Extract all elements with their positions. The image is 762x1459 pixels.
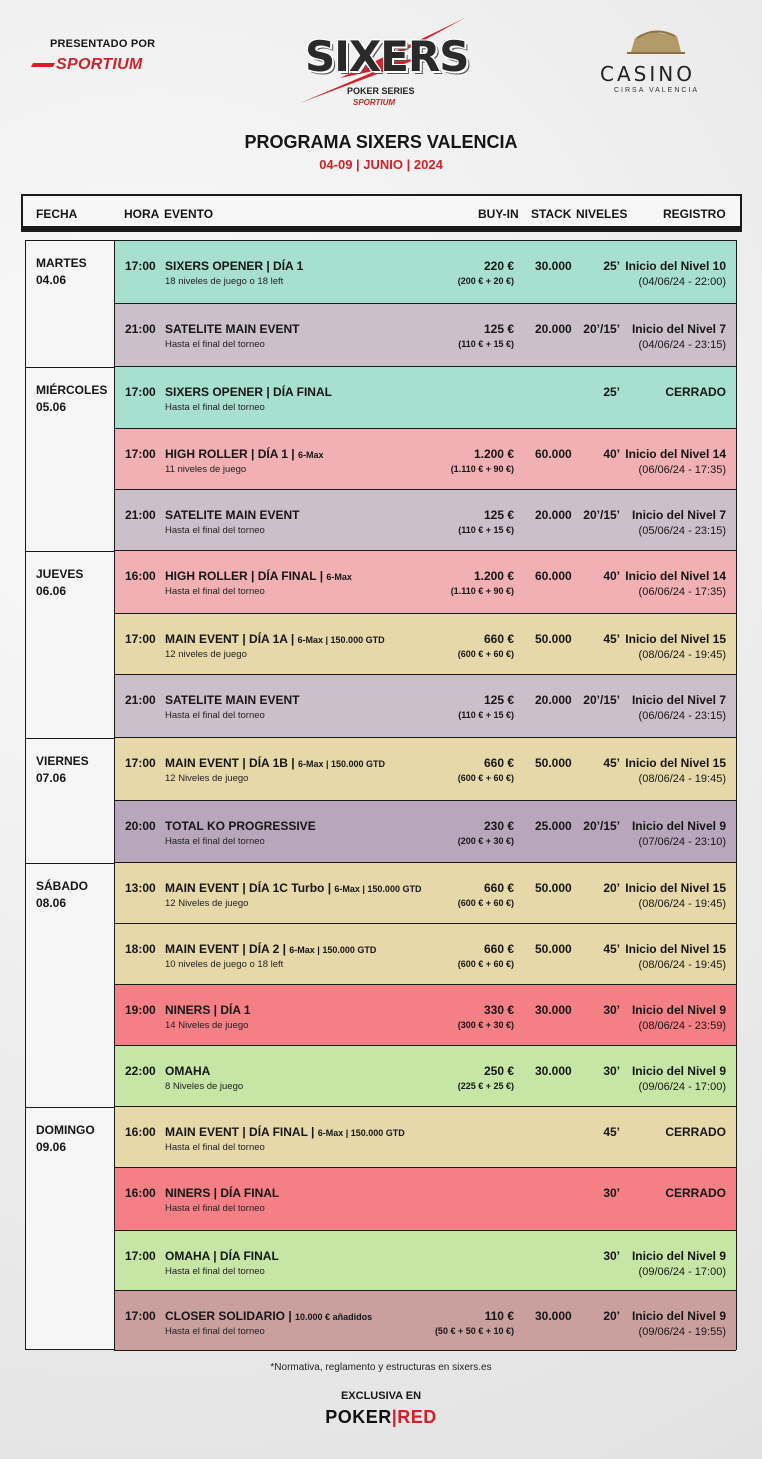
event-tag: 6-Max | 150.000 GTD	[297, 759, 386, 769]
event-stack: 20.000	[535, 693, 572, 707]
event-name	[165, 1249, 279, 1263]
event-name	[165, 819, 316, 833]
event-registration: Inicio del Nivel 7	[631, 322, 726, 336]
event-detail: 12 niveles de juego	[165, 649, 247, 660]
event-buyin: 1.200 €	[473, 447, 514, 461]
event-title: CLOSER SOLIDARIO |	[165, 1309, 296, 1323]
event-buyin-breakdown: (110 € + 15 €)	[458, 525, 514, 535]
event-title: HIGH ROLLER | DÍA FINAL |	[165, 569, 327, 583]
event-buyin-breakdown: (110 € + 15 €)	[458, 710, 514, 720]
event-registration: Inicio del Nivel 14	[625, 569, 726, 583]
event-level-duration: 25’	[603, 259, 620, 273]
event-time: 18:00	[125, 942, 156, 956]
event-stack: 25.000	[535, 819, 572, 833]
event-level-duration: 40’	[603, 569, 620, 583]
pokerred-logo	[0, 1407, 762, 1428]
event-registration: Inicio del Nivel 9	[631, 1249, 726, 1263]
day-date: 09.06	[36, 1140, 67, 1154]
event-row	[114, 1168, 736, 1231]
event-buyin: 330 €	[483, 1003, 514, 1017]
event-name	[165, 1186, 279, 1200]
event-level-duration: 45’	[603, 632, 620, 646]
event-registration-time: (09/06/24 - 17:00)	[638, 1081, 726, 1093]
event-tag: 6-Max	[297, 450, 324, 460]
event-stack: 20.000	[535, 508, 572, 522]
event-level-duration: 20’/15’	[583, 322, 620, 336]
event-time: 22:00	[125, 1064, 156, 1078]
column-registro: REGISTRO	[663, 207, 726, 221]
column-niveles: NIVELES	[576, 207, 628, 221]
event-name	[165, 632, 385, 646]
event-time: 16:00	[125, 569, 156, 583]
event-stack: 30.000	[535, 1064, 572, 1078]
event-tag: 6-Max | 150.000 GTD	[297, 635, 385, 645]
event-level-duration: 20’	[603, 1309, 620, 1323]
event-registration: CERRADO	[665, 1186, 726, 1200]
event-time: 21:00	[125, 322, 156, 336]
day-cell	[26, 738, 114, 863]
event-tag: 6-Max	[326, 572, 352, 582]
event-title: MAIN EVENT | DÍA 2 |	[165, 942, 290, 956]
column-evento: EVENTO	[164, 207, 214, 221]
event-detail: Hasta el final del torneo	[165, 1142, 265, 1153]
event-buyin: 125 €	[483, 693, 514, 707]
event-detail: 8 Niveles de juego	[165, 1081, 244, 1092]
event-name	[165, 942, 376, 956]
event-time: 20:00	[125, 819, 156, 833]
event-registration: Inicio del Nivel 14	[625, 447, 726, 461]
event-title: SATELITE MAIN EVENT	[165, 322, 300, 336]
sportium-logo	[32, 56, 143, 74]
event-registration-time: (08/06/24 - 19:45)	[638, 773, 726, 785]
event-row	[114, 304, 736, 367]
logo-sportium-text: SPORTIUM	[353, 98, 396, 107]
event-name	[165, 259, 303, 273]
event-registration-time: (08/06/24 - 19:45)	[638, 649, 726, 661]
event-buyin: 660 €	[483, 942, 514, 956]
event-registration-time: (08/06/24 - 19:45)	[638, 959, 726, 971]
event-time: 17:00	[125, 1309, 156, 1323]
event-buyin: 660 €	[483, 881, 514, 895]
event-tag: 6-Max | 150.000 GTD	[289, 945, 377, 955]
event-level-duration: 30’	[603, 1064, 620, 1078]
event-level-duration: 45’	[603, 1125, 620, 1139]
event-name	[165, 693, 299, 707]
event-buyin: 125 €	[483, 508, 514, 522]
event-registration: Inicio del Nivel 15	[625, 881, 726, 895]
event-time: 17:00	[125, 632, 156, 646]
day-name: SÁBADO	[36, 879, 89, 893]
presented-by-label: PRESENTADO POR	[50, 38, 156, 50]
event-registration: Inicio del Nivel 9	[631, 1003, 726, 1017]
column-fecha: FECHA	[36, 207, 78, 221]
event-detail: Hasta el final del torneo	[165, 836, 265, 847]
column-hora: HORA	[124, 207, 160, 221]
event-row	[114, 367, 736, 429]
casino-logo-text: CASINO	[600, 62, 695, 86]
event-name	[165, 569, 352, 583]
event-buyin-breakdown: (1.110 € + 90 €)	[450, 464, 514, 474]
event-title: OMAHA | DÍA FINAL	[165, 1249, 279, 1263]
event-row	[114, 801, 736, 863]
event-registration: Inicio del Nivel 9	[631, 1309, 726, 1323]
event-title: HIGH ROLLER | DÍA 1 |	[165, 447, 298, 461]
event-row	[114, 924, 736, 985]
day-name: DOMINGO	[36, 1123, 95, 1137]
event-time: 19:00	[125, 1003, 156, 1017]
event-registration: CERRADO	[665, 1125, 726, 1139]
event-row	[114, 1046, 736, 1107]
event-detail: Hasta el final del torneo	[165, 402, 265, 413]
event-detail: 10 niveles de juego o 18 left	[165, 959, 284, 970]
page-title: PROGRAMA SIXERS VALENCIA	[244, 132, 518, 152]
event-buyin: 230 €	[483, 819, 514, 833]
event-registration-time: (06/06/24 - 23:15)	[638, 710, 726, 722]
schedule-table	[25, 240, 737, 1350]
event-detail: Hasta el final del torneo	[165, 1266, 265, 1277]
event-title: SIXERS OPENER | DÍA 1	[165, 259, 304, 273]
sixers-logo	[295, 10, 470, 105]
event-title: NINERS | DÍA 1	[165, 1003, 251, 1017]
footer-note: *Normativa, reglamento y estructuras en sixers.es	[270, 1362, 492, 1373]
event-buyin-breakdown: (200 € + 20 €)	[457, 276, 514, 286]
event-row	[114, 1231, 736, 1291]
event-row	[114, 551, 736, 614]
event-registration: Inicio del Nivel 15	[625, 632, 726, 646]
event-registration: Inicio del Nivel 7	[631, 508, 726, 522]
event-level-duration: 20’/15’	[583, 508, 620, 522]
event-dates: 04-09 | JUNIO | 2024	[319, 157, 443, 172]
day-cell	[26, 367, 114, 551]
event-name	[165, 881, 421, 895]
event-detail: 12 Niveles de juego	[165, 898, 249, 909]
day-date: 07.06	[36, 771, 67, 785]
day-cell	[26, 863, 114, 1107]
event-registration: Inicio del Nivel 15	[625, 942, 726, 956]
event-detail: Hasta el final del torneo	[165, 339, 265, 350]
event-registration-time: (07/06/24 - 23:10)	[638, 836, 726, 848]
event-detail: 12 Niveles de juego	[165, 773, 249, 784]
event-registration-time: (06/06/24 - 17:35)	[638, 464, 726, 476]
event-level-duration: 20’	[603, 881, 620, 895]
event-stack: 30.000	[535, 1003, 572, 1017]
pokerred-divider: |	[391, 1407, 398, 1427]
event-level-duration: 45’	[603, 942, 620, 956]
event-tag: 10.000 € añadidos	[295, 1312, 373, 1322]
event-stack: 20.000	[535, 322, 572, 336]
event-time: 17:00	[125, 756, 156, 770]
sixers-logo-text: SIXERS	[305, 32, 469, 81]
event-stack: 50.000	[535, 942, 572, 956]
event-level-duration: 45’	[603, 756, 620, 770]
event-name	[165, 447, 323, 461]
casino-building-icon	[625, 26, 687, 56]
event-level-duration: 25’	[603, 385, 620, 399]
day-name: MARTES	[36, 256, 87, 270]
event-row	[114, 1291, 736, 1351]
event-title: NINERS | DÍA FINAL	[165, 1186, 280, 1200]
event-buyin: 220 €	[483, 259, 514, 273]
event-time: 17:00	[125, 259, 156, 273]
event-buyin: 250 €	[483, 1064, 514, 1078]
event-title: SIXERS OPENER | DÍA FINAL	[165, 385, 332, 399]
event-name	[165, 385, 332, 399]
event-time: 17:00	[125, 385, 156, 399]
event-level-duration: 20’/15’	[583, 693, 620, 707]
event-detail: 18 niveles de juego o 18 left	[165, 276, 284, 287]
event-title: MAIN EVENT | DÍA 1B |	[165, 756, 298, 770]
event-level-duration: 40’	[603, 447, 620, 461]
exclusiva-label: EXCLUSIVA EN	[340, 1390, 422, 1402]
event-buyin: 125 €	[483, 322, 514, 336]
event-name	[165, 1003, 251, 1017]
sportium-logo-text: SPORTIUM	[56, 56, 143, 73]
event-row	[114, 490, 736, 551]
event-registration: Inicio del Nivel 9	[631, 819, 726, 833]
day-cell	[26, 241, 114, 367]
day-name: JUEVES	[36, 567, 84, 581]
event-time: 17:00	[125, 1249, 156, 1263]
event-name	[165, 756, 385, 770]
day-cell	[26, 1107, 114, 1351]
event-stack: 50.000	[535, 632, 572, 646]
event-name	[165, 1309, 372, 1323]
event-row	[114, 863, 736, 924]
day-date: 04.06	[36, 273, 67, 287]
event-buyin-breakdown: (200 € + 30 €)	[457, 836, 514, 846]
event-time: 21:00	[125, 693, 156, 707]
event-tag: 6-Max | 150.000 GTD	[334, 884, 422, 894]
event-registration-time: (08/06/24 - 19:45)	[638, 898, 726, 910]
event-detail: Hasta el final del torneo	[165, 525, 265, 536]
day-name: MIÉRCOLES	[36, 383, 108, 397]
event-buyin-breakdown: (225 € + 25 €)	[457, 1081, 514, 1091]
event-level-duration: 20’/15’	[583, 819, 620, 833]
event-buyin-breakdown: (600 € + 60 €)	[457, 649, 514, 659]
event-row	[114, 241, 736, 304]
event-registration-time: (08/06/24 - 23:59)	[638, 1020, 726, 1032]
day-name: VIERNES	[36, 754, 89, 768]
event-registration: Inicio del Nivel 15	[625, 756, 726, 770]
event-buyin: 660 €	[483, 756, 514, 770]
event-stack: 50.000	[535, 756, 572, 770]
day-date: 06.06	[36, 584, 67, 598]
event-time: 13:00	[125, 881, 156, 895]
event-time: 17:00	[125, 447, 156, 461]
event-buyin-breakdown: (1.110 € + 90 €)	[450, 586, 514, 596]
pokerred-red: RED	[397, 1407, 437, 1427]
event-title: MAIN EVENT | DÍA 1A |	[165, 632, 298, 646]
day-date: 08.06	[36, 896, 67, 910]
day-date: 05.06	[36, 400, 67, 414]
event-time: 21:00	[125, 508, 156, 522]
event-title: SATELITE MAIN EVENT	[165, 508, 300, 522]
event-buyin-breakdown: (50 € + 50 € + 10 €)	[434, 1326, 514, 1336]
event-stack: 50.000	[535, 881, 572, 895]
event-detail: Hasta el final del torneo	[165, 710, 265, 721]
event-detail: Hasta el final del torneo	[165, 1203, 265, 1214]
event-title: MAIN EVENT | DÍA FINAL |	[165, 1125, 318, 1139]
event-buyin-breakdown: (110 € + 15 €)	[458, 339, 514, 349]
event-stack: 30.000	[535, 1309, 572, 1323]
casino-subtitle: CIRSA VALENCIA	[614, 87, 700, 94]
event-buyin-breakdown: (600 € + 60 €)	[457, 959, 514, 969]
event-registration: Inicio del Nivel 7	[631, 693, 726, 707]
event-row	[114, 1107, 736, 1168]
event-time: 16:00	[125, 1125, 156, 1139]
event-row	[114, 675, 736, 738]
event-level-duration: 30’	[603, 1003, 620, 1017]
event-stack: 60.000	[535, 447, 572, 461]
event-title: TOTAL KO PROGRESSIVE	[165, 819, 316, 833]
event-registration-time: (04/06/24 - 22:00)	[638, 276, 726, 288]
event-registration-time: (05/06/24 - 23:15)	[638, 525, 726, 537]
schedule-table-header	[21, 194, 742, 232]
event-registration: Inicio del Nivel 10	[625, 259, 726, 273]
event-title: OMAHA	[165, 1064, 211, 1078]
event-detail: Hasta el final del torneo	[165, 586, 265, 597]
event-row	[114, 985, 736, 1046]
pokerred-poker: POKER	[325, 1407, 392, 1427]
event-detail: 14 Niveles de juego	[165, 1020, 249, 1031]
event-title: MAIN EVENT | DÍA 1C Turbo |	[165, 881, 335, 895]
event-stack: 30.000	[535, 259, 572, 273]
event-registration-time: (04/06/24 - 23:15)	[638, 339, 726, 351]
event-detail: Hasta el final del torneo	[165, 1326, 265, 1337]
event-buyin-breakdown: (300 € + 30 €)	[457, 1020, 514, 1030]
event-stack: 60.000	[535, 569, 572, 583]
event-tag: 6-Max | 150.000 GTD	[317, 1128, 405, 1138]
event-detail: 11 niveles de juego	[165, 464, 247, 475]
page-header	[0, 0, 762, 190]
event-registration: Inicio del Nivel 9	[631, 1064, 726, 1078]
event-name	[165, 1125, 405, 1139]
event-title: SATELITE MAIN EVENT	[165, 693, 300, 707]
day-cell	[26, 551, 114, 738]
event-buyin-breakdown: (600 € + 60 €)	[457, 898, 514, 908]
column-buyin: BUY-IN	[478, 207, 519, 221]
event-registration-time: (09/06/24 - 17:00)	[638, 1266, 726, 1278]
event-registration: CERRADO	[665, 385, 726, 399]
poker-series-text: POKER SERIES	[347, 86, 415, 96]
event-registration-time: (06/06/24 - 17:35)	[638, 586, 726, 598]
event-buyin: 1.200 €	[473, 569, 514, 583]
event-row	[114, 429, 736, 490]
event-name	[165, 508, 299, 522]
event-time: 16:00	[125, 1186, 156, 1200]
event-name	[165, 1064, 210, 1078]
event-level-duration: 30’	[603, 1186, 620, 1200]
event-buyin: 660 €	[483, 632, 514, 646]
event-buyin-breakdown: (600 € + 60 €)	[457, 773, 514, 783]
column-stack: STACK	[531, 207, 572, 221]
event-row	[114, 738, 736, 801]
event-name	[165, 322, 299, 336]
event-buyin: 110 €	[484, 1309, 514, 1323]
event-row	[114, 614, 736, 675]
event-level-duration: 30’	[603, 1249, 620, 1263]
event-registration-time: (09/06/24 - 19:55)	[638, 1326, 726, 1338]
